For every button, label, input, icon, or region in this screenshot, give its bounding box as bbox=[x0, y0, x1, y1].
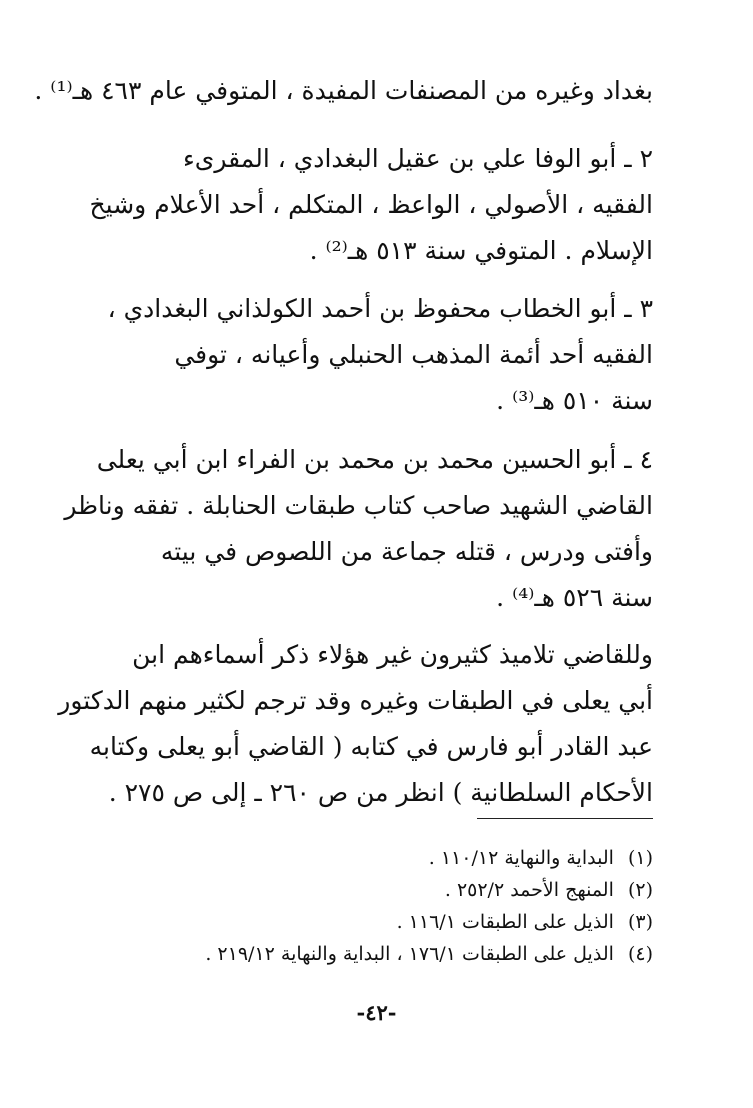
text-line: سنة ٥١٠ هـ⁽³⁾ . bbox=[496, 386, 653, 415]
paragraph-2-abu-al-wafa bbox=[89, 136, 653, 274]
text-line: وللقاضي تلاميذ كثيرون غير هؤلاء ذكر أسماءهم ابن bbox=[132, 640, 653, 669]
footnote-item bbox=[98, 874, 653, 906]
text-line: عبد القادر أبو فارس في كتابه ( القاضي أبو يعلى وكتابه bbox=[89, 732, 653, 761]
footnote-divider bbox=[477, 818, 653, 819]
footnote-item bbox=[98, 842, 653, 874]
text-line: القاضي الشهيد صاحب كتاب طبقات الحنابلة . تفقه وناظر bbox=[64, 491, 653, 520]
paragraph-5-other-students bbox=[58, 632, 653, 816]
footnote-number: (١) bbox=[627, 847, 653, 869]
footnote-text: الذيل على الطبقات ١١٦/١ . bbox=[396, 911, 614, 933]
footnote-number: (٣) bbox=[627, 911, 653, 933]
text-line: سنة ٥٢٦ هـ⁽⁴⁾ . bbox=[496, 583, 653, 612]
text-line: ٢ ـ أبو الوفا علي بن عقيل البغدادي ، المقرىء bbox=[183, 144, 653, 173]
text-line: وأفتى ودرس ، قتله جماعة من اللصوص في بيته bbox=[160, 537, 653, 566]
footnotes-list bbox=[98, 842, 653, 970]
text-line: ٤ ـ أبو الحسين محمد بن محمد بن الفراء ابن أبي يعلى bbox=[96, 445, 653, 474]
text-line: الأحكام السلطانية ) انظر من ص ٢٦٠ ـ إلى ص ٢٧٥ . bbox=[108, 778, 653, 807]
page-number: -٤٢- bbox=[356, 1000, 397, 1025]
footnote-text: البداية والنهاية ١١٠/١٢ . bbox=[428, 847, 614, 869]
text-line: بغداد وغيره من المصنفات المفيدة ، المتوفي عام ٤٦٣ هـ⁽¹⁾ . bbox=[34, 76, 653, 105]
footnote-number: (٢) bbox=[627, 879, 653, 901]
paragraph-4-abu-al-husayn bbox=[64, 437, 653, 621]
text-line: الإسلام . المتوفي سنة ٥١٣ هـ⁽²⁾ . bbox=[309, 236, 653, 265]
paragraph-3-abu-al-khattab bbox=[98, 286, 653, 424]
text-line: الفقيه ، الأصولي ، الواعظ ، المتكلم ، أحد الأعلام وشيخ bbox=[89, 190, 653, 219]
text-line: الفقيه أحد أئمة المذهب الحنبلي وأعيانه ، توفي bbox=[174, 340, 653, 369]
footnote-item bbox=[98, 938, 653, 970]
footnote-number: (٤) bbox=[627, 943, 653, 965]
text-line: ٣ ـ أبو الخطاب محفوظ بن أحمد الكولذاني البغدادي ، bbox=[107, 294, 653, 323]
footnote-item bbox=[98, 906, 653, 938]
footnote-text: الذيل على الطبقات ١٧٦/١ ، البداية والنهاية ٢١٩/١٢ . bbox=[205, 943, 614, 965]
footnote-text: المنهج الأحمد ٢٥٢/٢ . bbox=[444, 879, 614, 901]
paragraph-1-continuation bbox=[34, 68, 653, 114]
text-line: أبي يعلى في الطبقات وغيره وقد ترجم لكثير منهم الدكتور bbox=[58, 686, 653, 715]
